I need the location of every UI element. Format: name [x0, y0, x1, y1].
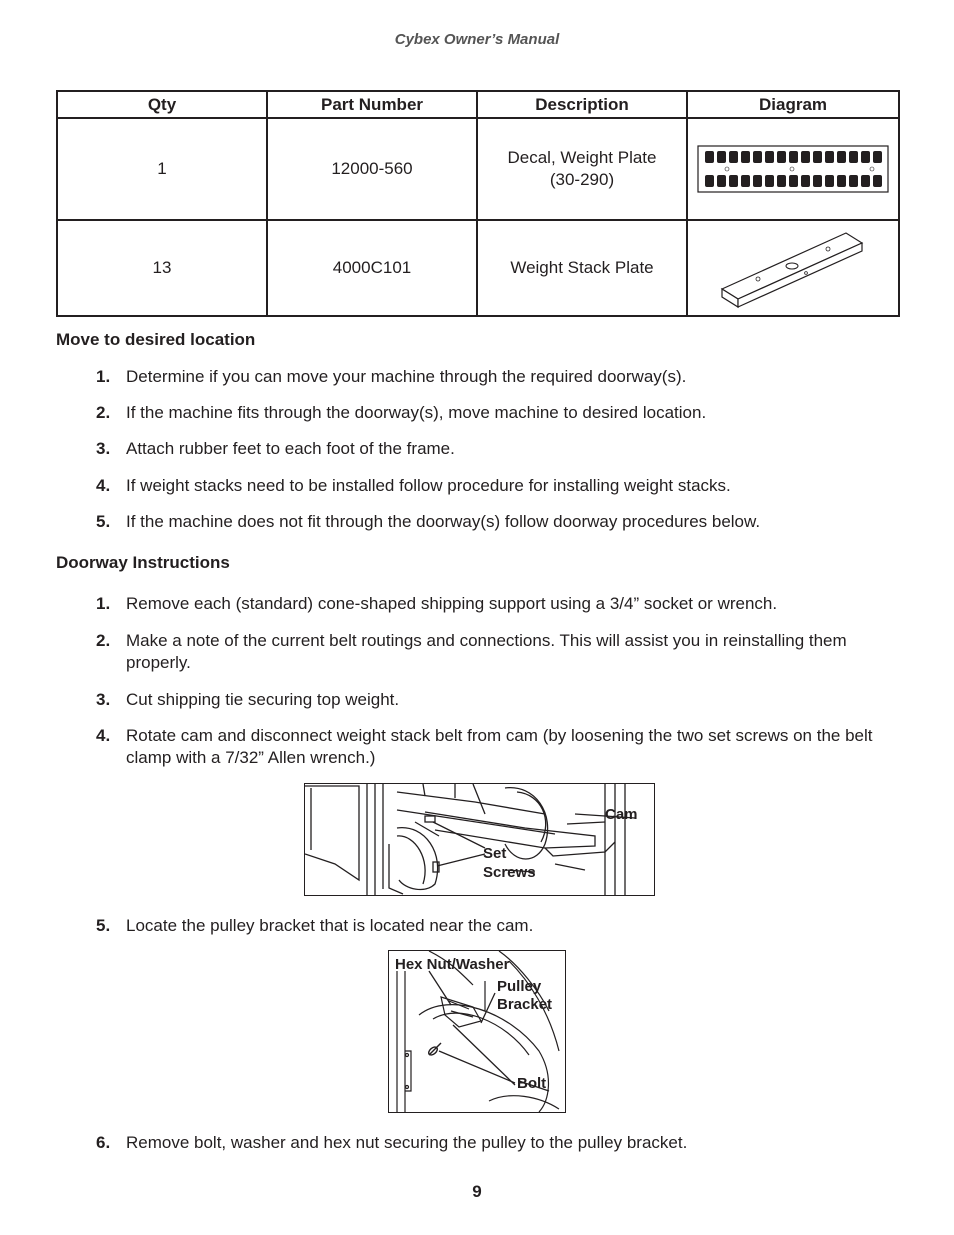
step-number: 3. — [96, 439, 111, 458]
screws-label: Screws — [483, 864, 536, 881]
step-number: 5. — [96, 916, 111, 935]
running-header: Cybex Owner’s Manual — [394, 31, 560, 48]
step-text: If the machine fits through the doorway(s), move machine to desired location. — [126, 403, 707, 422]
header-description: Description — [477, 91, 687, 118]
page-number: 9 — [472, 1182, 482, 1201]
step-text: Rotate cam and disconnect weight stack belt from cam (by loosening the two set screws on the belt clamp with a 7/32” Allen wrench.) — [126, 726, 873, 767]
step-number: 4. — [96, 476, 111, 495]
part-number-cell: 12000-560 — [267, 118, 477, 220]
diagram-cell — [687, 220, 899, 316]
table-row — [57, 220, 899, 316]
description-line: Decal, Weight Plate — [507, 148, 657, 167]
step-number: 5. — [96, 512, 111, 531]
header-qty: Qty — [57, 91, 267, 118]
step-text: Remove each (standard) cone-shaped shipping support using a 3/4” socket or wrench. — [126, 594, 778, 613]
pulley-label: Pulley — [497, 978, 542, 995]
header-diagram: Diagram — [687, 91, 899, 118]
step-number: 1. — [96, 594, 111, 613]
section-title-doorway: Doorway Instructions — [56, 553, 230, 572]
bracket-label: Bracket — [497, 996, 553, 1013]
step-text: If the machine does not fit through the doorway(s) follow doorway procedures below. — [126, 512, 761, 531]
section-title-move: Move to desired location — [56, 330, 256, 349]
bolt-label: Bolt — [517, 1075, 547, 1092]
header-part-number: Part Number — [267, 91, 477, 118]
pulley-figure — [388, 950, 566, 1113]
step-text: Cut shipping tie securing top weight. — [126, 690, 400, 709]
step-text: Make a note of the current belt routings and connections. This will assist you in reinstalling them properly. — [126, 631, 847, 672]
diagram-cell — [687, 118, 899, 220]
description-cell: Weight Stack Plate — [477, 220, 687, 316]
part-number-cell: 4000C101 — [267, 220, 477, 316]
step-number: 6. — [96, 1133, 111, 1152]
cam-figure — [304, 783, 655, 896]
step-text: Remove bolt, washer and hex nut securing the pulley to the pulley bracket. — [126, 1133, 688, 1152]
table-row — [57, 118, 899, 220]
qty-cell: 1 — [57, 118, 267, 220]
description-line: (30-290) — [549, 170, 615, 189]
step-number: 3. — [96, 690, 111, 709]
step-number: 1. — [96, 367, 111, 386]
step-text: Attach rubber feet to each foot of the frame. — [126, 439, 455, 458]
step-text: Determine if you can move your machine through the required doorway(s). — [126, 367, 687, 386]
parts-table — [56, 90, 900, 317]
description-cell — [477, 118, 687, 220]
step-number: 4. — [96, 726, 111, 745]
step-number: 2. — [96, 631, 111, 650]
step-text: Locate the pulley bracket that is located near the cam. — [126, 916, 534, 935]
qty-cell: 13 — [57, 220, 267, 316]
weight-decal-diagram — [697, 145, 889, 193]
step-number: 2. — [96, 403, 111, 422]
hex-nut-washer-label: Hex Nut/Washer — [395, 956, 510, 973]
table-header-row — [57, 91, 899, 118]
cam-illustration — [305, 784, 654, 895]
weight-plate-diagram — [718, 225, 868, 311]
cam-label: Cam — [605, 806, 638, 823]
step-text: If weight stacks need to be installed follow procedure for installing weight stacks. — [126, 476, 731, 495]
set-label: Set — [483, 845, 507, 862]
